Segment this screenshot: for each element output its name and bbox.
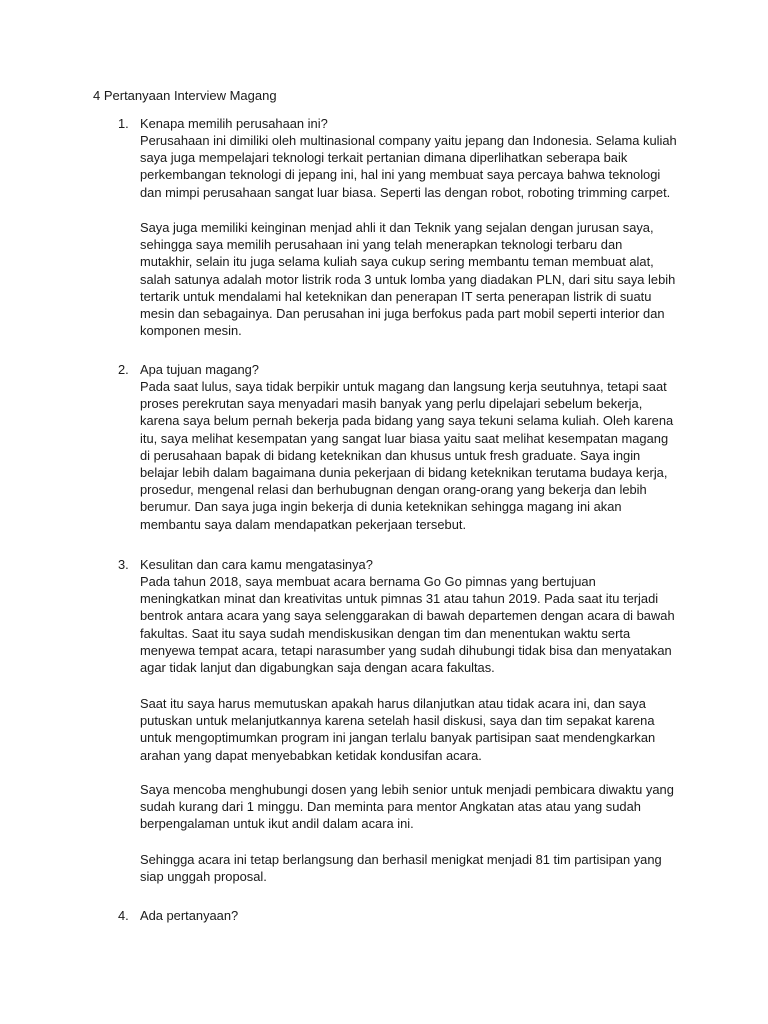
question-number: 4.: [118, 908, 129, 923]
answer-paragraph: Saya mencoba menghubungi dosen yang lebih senior untuk menjadi pembicara diwaktu yang sudah kurang dari 1 minggu. Dan meminta para mentor Angkatan atas atau yang sudah berpengalaman untuk ikut andil dalam acara ini.: [140, 782, 674, 832]
question-heading: Apa tujuan magang?: [140, 362, 259, 377]
question-heading: Kesulitan dan cara kamu mengatasinya?: [140, 557, 373, 572]
question-number: 2.: [118, 362, 129, 377]
answer-paragraph: Saya juga memiliki keinginan menjad ahli it dan Teknik yang sejalan dengan jurusan saya, sehingga saya memilih perusahaan ini yang telah menerapkan teknologi terbaru dan mutakhir, selain itu juga selama kuliah saya cukup sering membantu teman membuat alat, salah satunya adalah motor listrik roda 3 untuk lomba yang diadakan PLN, dari situ saya lebih tertarik untuk mendalami hal keteknikan dan penerapan IT serta penerapan listrik di suatu mesin dan sebagainya. Dan perusahan ini juga berfokus pada part mobil seperti interior dan komponen mesin.: [140, 220, 676, 339]
question-heading: Ada pertanyaan?: [140, 908, 239, 923]
answer-paragraph: Saat itu saya harus memutuskan apakah harus dilanjutkan atau tidak acara ini, dan saya putuskan untuk melanjutkannya karena setelah hasil diskusi, saya dan tim sepakat karena untuk mengoptimumkan program ini jangan terlalu banyak partisipan saat mendengkarkan arahan yang dapat menyebabkan ketidak kondusifan acara.: [140, 696, 656, 763]
answer-paragraph: Pada saat lulus, saya tidak berpikir untuk magang dan langsung kerja seutuhnya, tetapi saat proses perekrutan saya menyadari masih banyak yang perlu dipelajari sebelum bekerja, karena saya belum pernah bekerja pada bidang yang saya tekuni selama kuliah. Oleh karena itu, saya melihat kesempatan yang sangat luar biasa yaitu saat melihat kesempatan magang di perusahaan bapak di bidang keteknikan dan khusus untuk fresh graduate. Saya ingin belajar lebih dalam bagaimana dunia pekerjaan di bidang keteknikan terutama budaya kerja, prosedur, mengenal relasi dan berhubugnan dengan orang-orang yang bekerja dan lebih berumur. Dan saya juga ingin bekerja di dunia keteknikan sehingga magang ini akan membantu saya dalam mendapatkan pekerjaan tersebut.: [140, 379, 674, 532]
question-heading: Kenapa memilih perusahaan ini?: [140, 116, 328, 131]
document-title: 4 Pertanyaan Interview Magang: [93, 88, 277, 103]
answer-paragraph: Sehingga acara ini tetap berlangsung dan berhasil menigkat menjadi 81 tim partisipan yang siap unggah proposal.: [140, 852, 662, 885]
question-number: 1.: [118, 116, 129, 131]
answer-paragraph: Perusahaan ini dimiliki oleh multinasional company yaitu jepang dan Indonesia. Selama kuliah saya juga mempelajari teknologi terkait pertanian dimana diperlihatkan seberapa baik perkembangan teknologi di jepang ini, hal ini yang membuat saya percaya bahwa teknologi dan mimpi perusahaan sangat luar biasa. Seperti las dengan robot, roboting trimming carpet.: [140, 133, 677, 200]
answer-paragraph: Pada tahun 2018, saya membuat acara bernama Go Go pimnas yang bertujuan meningkatkan minat dan kreativitas untuk pimnas 31 atau tahun 2019. Pada saat itu terjadi bentrok antara acara yang saya selenggarakan di bawah departemen dengan acara di bawah fakultas. Saat itu saya sudah mendiskusikan dengan tim dan menentukan waktu serta menyewa tempat acara, tetapi narasumber yang sudah dihubungi tidak bisa dan menyatakan agar tidak lanjut dan digabungkan saja dengan acara fakultas.: [140, 574, 675, 676]
question-number: 3.: [118, 557, 129, 572]
